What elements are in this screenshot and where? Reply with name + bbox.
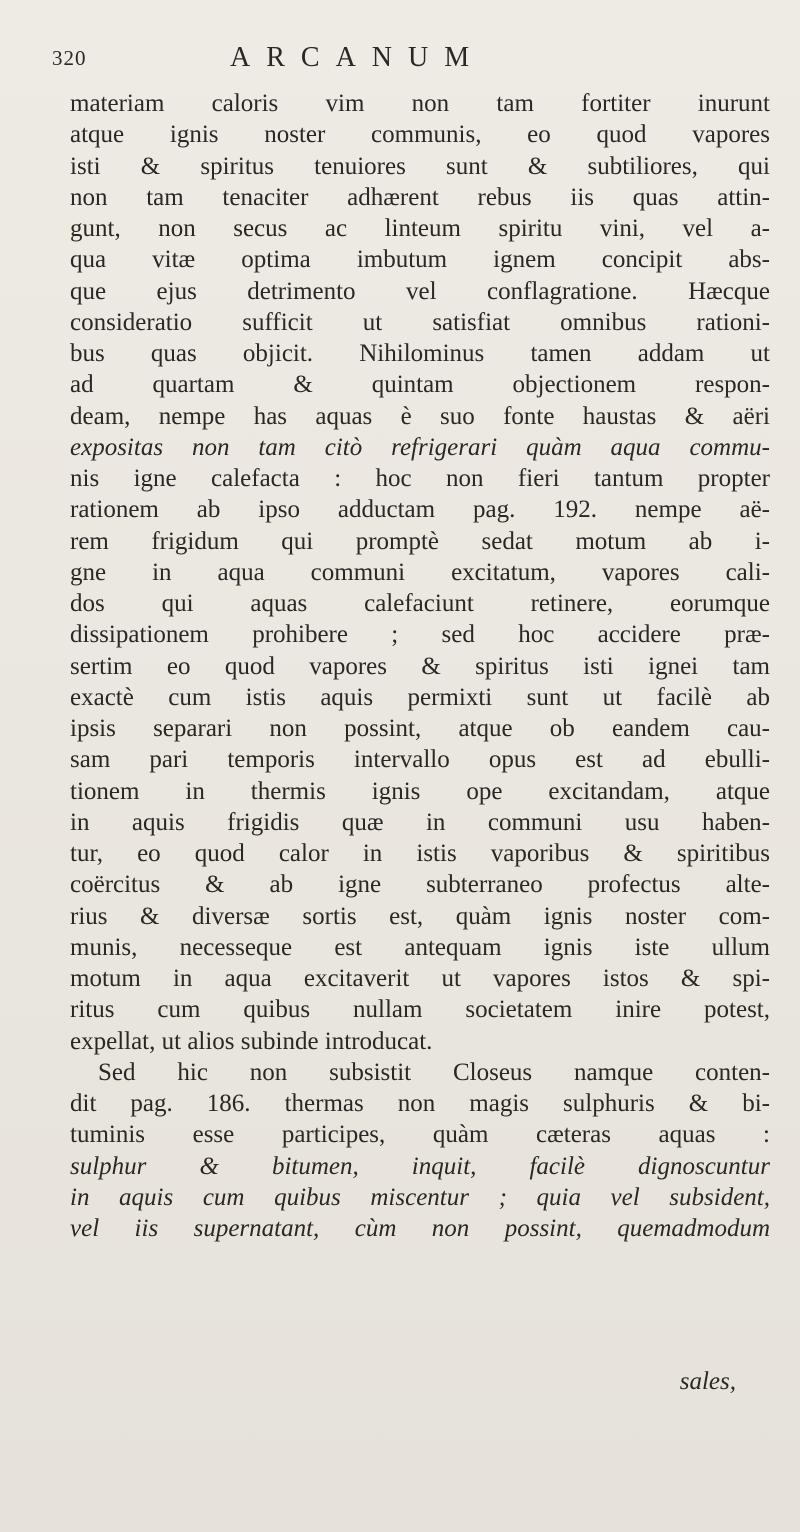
text-line: in aquis frigidis quæ in communi usu haben- xyxy=(70,808,770,836)
text-line: ipsis separari non possint, atque ob eandem cau- xyxy=(70,715,770,742)
text-line: rationem ab ipso adductam pag. 192. nempe aë- xyxy=(70,496,770,524)
text-line: que ejus detrimento vel conflagratione. Hæcque xyxy=(70,277,770,305)
text-line: deam, nempe has aquas è suo fonte haustas & aëri xyxy=(70,402,770,430)
text-line: dit pag. 186. thermas non magis sulphuris & bi- xyxy=(70,1090,770,1117)
text-line: non tam tenaciter adhærent rebus iis quas attin- xyxy=(70,183,770,211)
text-line: gunt, non secus ac linteum spiritu vini, vel a- xyxy=(70,215,770,242)
text-line: consideratio sufficit ut satisfiat omnibus rationi- xyxy=(70,308,770,336)
page-header xyxy=(52,42,772,82)
text-line: tionem in thermis ignis ope excitandam, atque xyxy=(70,777,770,805)
text-line: vel iis supernatant, cùm non possint, quemadmodum xyxy=(70,1215,770,1242)
page-number: 320 xyxy=(52,46,87,70)
text-line: ritus cum quibus nullam societatem inire potest, xyxy=(70,996,770,1024)
text-line: nis igne calefacta : hoc non fieri tantum propter xyxy=(70,465,770,492)
text-line: qua vitæ optima imbutum ignem concipit abs- xyxy=(70,246,770,274)
text-line: sulphur & bitumen, inquit, facilè dignoscuntur xyxy=(70,1152,770,1180)
text-line: isti & spiritus tenuiores sunt & subtiliores, qui xyxy=(70,152,770,180)
text-line: dos qui aquas calefaciunt retinere, eorumque xyxy=(70,590,770,617)
text-line: expositas non tam citò refrigerari quàm aqua commu- xyxy=(70,433,770,461)
text-line: sertim eo quod vapores & spiritus isti ignei tam xyxy=(70,652,770,680)
text-line: gne in aqua communi excitatum, vapores cali- xyxy=(70,558,770,586)
text-line: materiam caloris vim non tam fortiter inurunt xyxy=(70,90,770,117)
text-line: bus quas objicit. Nihilominus tamen addam ut xyxy=(70,340,770,367)
text-line: rius & diversæ sortis est, quàm ignis noster com- xyxy=(70,902,770,930)
text-line: dissipationem prohibere ; sed hoc accidere præ- xyxy=(70,621,770,649)
text-line: rem frigidum qui promptè sedat motum ab i- xyxy=(70,527,770,555)
text-line: atque ignis noster communis, eo quod vapores xyxy=(70,121,770,149)
text-line: tuminis esse participes, quàm cæteras aquas : xyxy=(70,1121,770,1149)
catchword: sales, xyxy=(679,1368,736,1395)
text-line: in aquis cum quibus miscentur ; quia vel subsident, xyxy=(70,1183,770,1211)
text-line: tur, eo quod calor in istis vaporibus & spiritibus xyxy=(70,840,770,867)
text-line: coërcitus & ab igne subterraneo profectus alte- xyxy=(70,871,770,899)
running-head: ARCANUM xyxy=(230,42,486,73)
text-line: sam pari temporis intervallo opus est ad ebulli- xyxy=(70,746,770,774)
text-line: exactè cum istis aquis permixti sunt ut facilè ab xyxy=(70,683,770,711)
text-line: ad quartam & quintam objectionem respon- xyxy=(70,371,770,399)
text-line: motum in aqua excitaverit ut vapores istos & spi- xyxy=(70,965,770,992)
text-line: Sed hic non subsistit Closeus namque conten- xyxy=(98,1058,770,1086)
text-line: munis, necesseque est antequam ignis iste ullum xyxy=(70,933,770,961)
text-line: expellat, ut alios subinde introducat. xyxy=(70,1027,433,1055)
body-text xyxy=(70,88,770,1244)
